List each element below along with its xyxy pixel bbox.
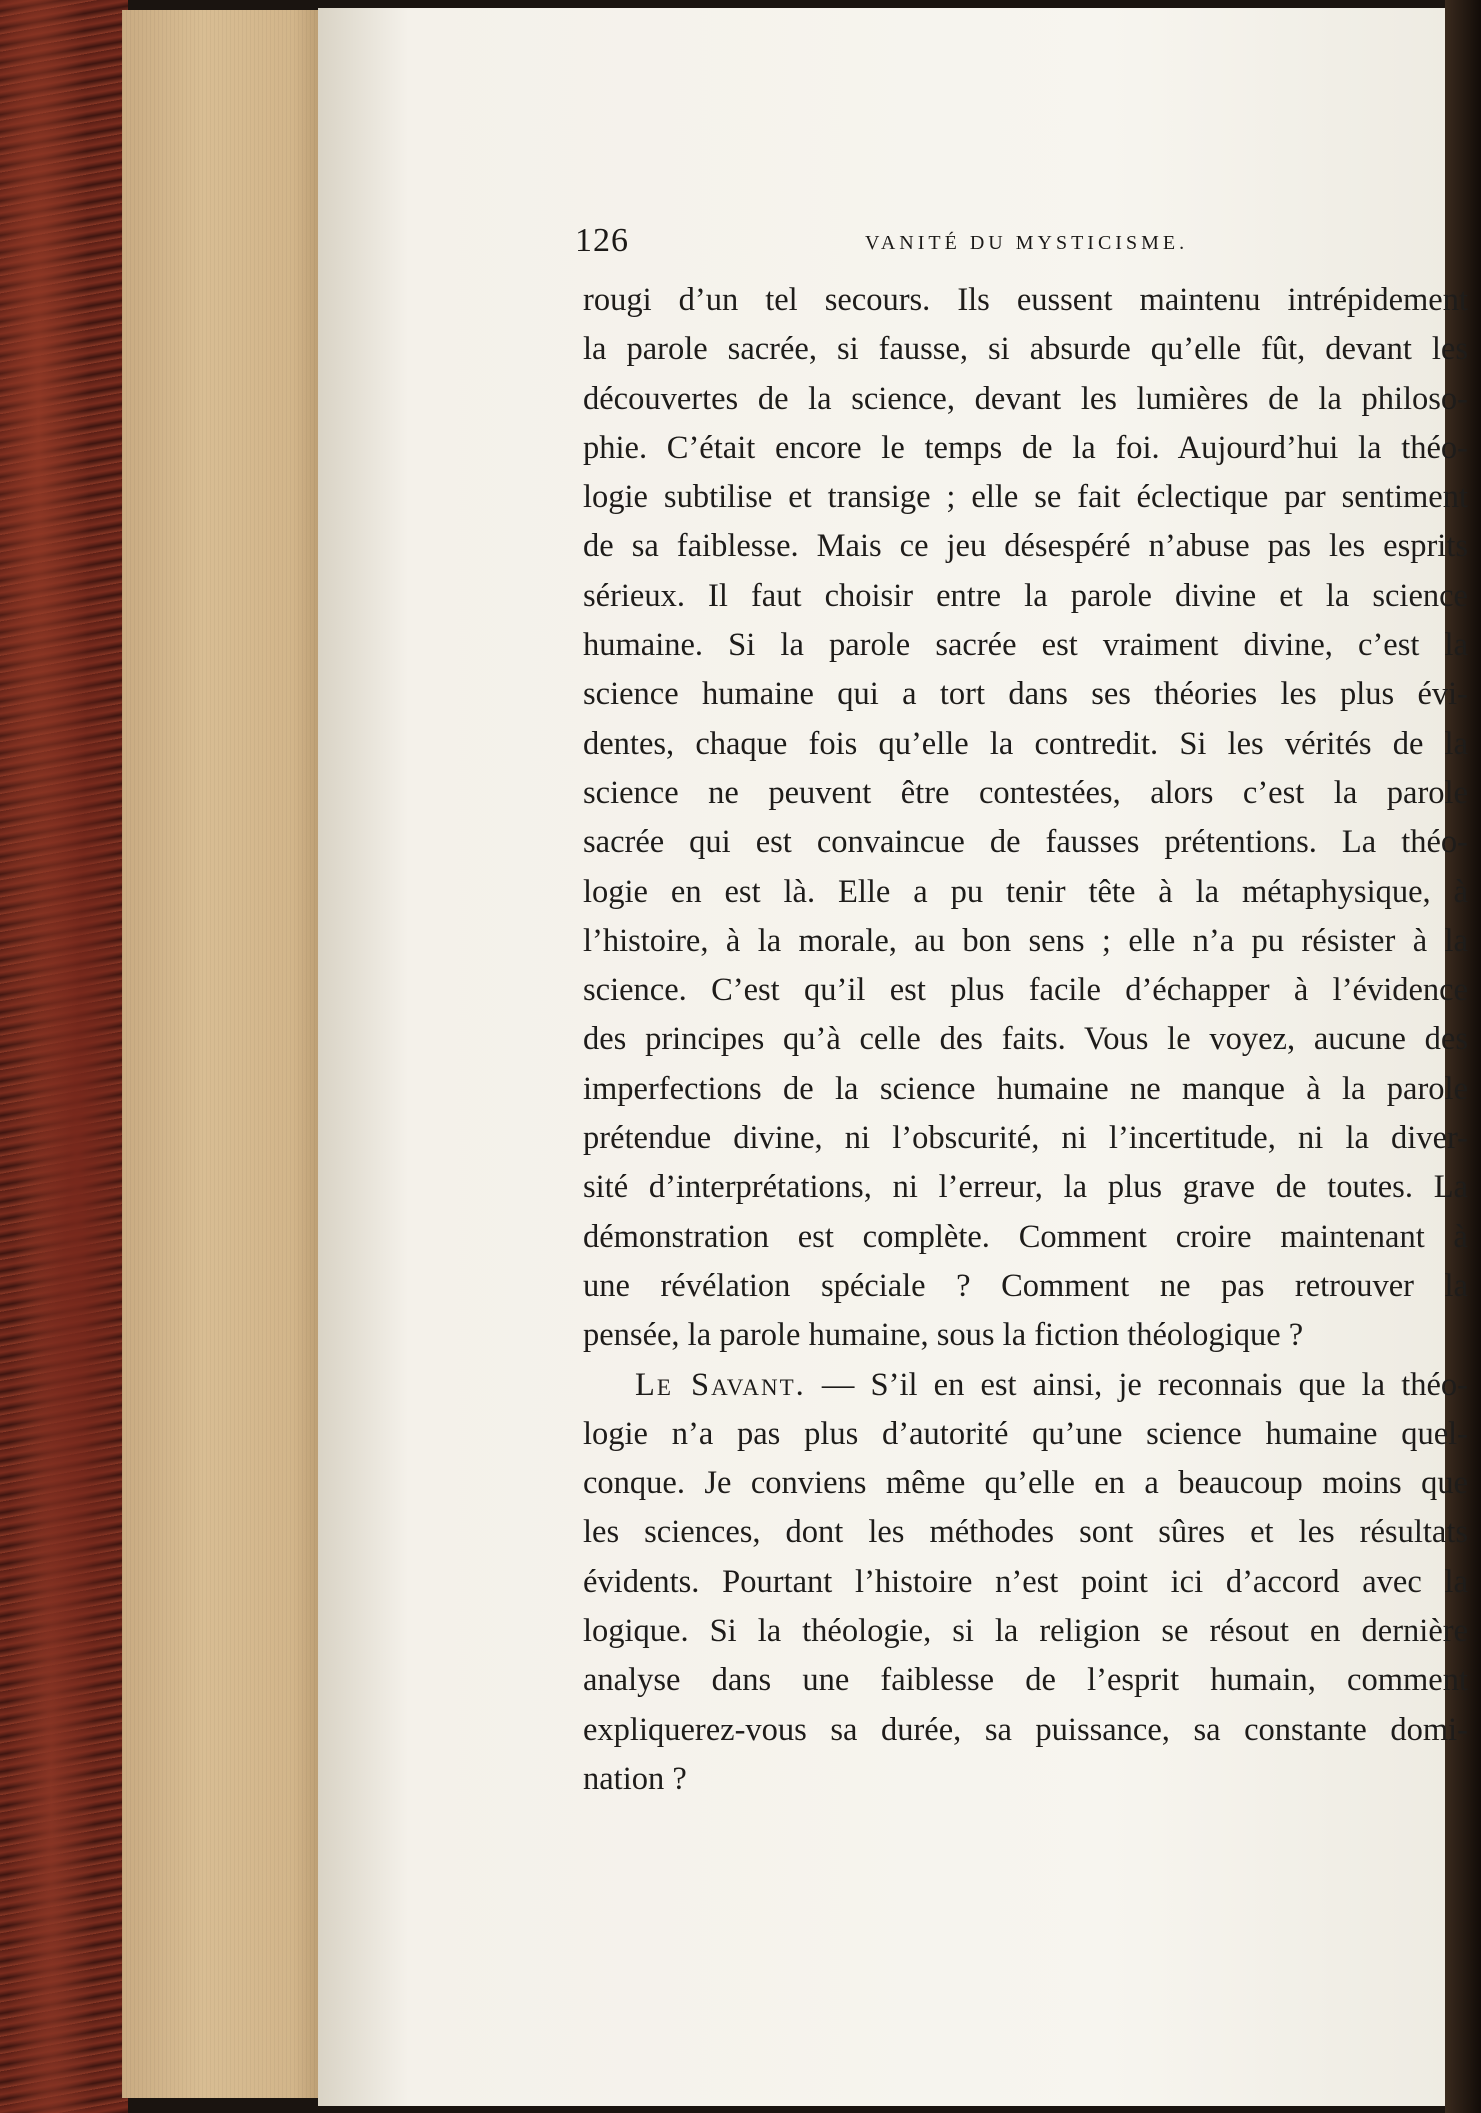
text-line: logie subtilise et transige ; elle se fait éclectique par sentiment bbox=[583, 479, 1468, 516]
page-number: 126 bbox=[575, 222, 629, 259]
body-text bbox=[583, 276, 1468, 1804]
text-line: phie. C’était encore le temps de la foi. Aujourd’hui la théo- bbox=[583, 429, 1468, 466]
text-line: pensée, la parole humaine, sous la fiction théologique ? bbox=[583, 1317, 1304, 1354]
text-line: humaine. Si la parole sacrée est vraiment divine, c’est la bbox=[583, 627, 1468, 664]
page-edges bbox=[122, 10, 324, 2098]
text-line: science. C’est qu’il est plus facile d’échapper à l’évidence bbox=[583, 972, 1468, 1009]
text-line: prétendue divine, ni l’obscurité, ni l’incertitude, ni la diver- bbox=[583, 1120, 1468, 1157]
text-line: conque. Je conviens même qu’elle en a beaucoup moins que bbox=[583, 1465, 1468, 1502]
text-line: analyse dans une faiblesse de l’esprit humain, comment bbox=[583, 1662, 1468, 1699]
text-line: sacrée qui est convaincue de fausses prétentions. La théo- bbox=[583, 824, 1468, 861]
text-line: sité d’interprétations, ni l’erreur, la plus grave de toutes. La bbox=[583, 1169, 1468, 1206]
text-line: expliquerez-vous sa durée, sa puissance, sa constante domi- bbox=[583, 1711, 1468, 1748]
text-line: l’histoire, à la morale, au bon sens ; elle n’a pu résister à la bbox=[583, 922, 1468, 959]
text-line: de sa faiblesse. Mais ce jeu désespéré n’abuse pas les esprits bbox=[583, 528, 1468, 565]
text-line: logie n’a pas plus d’autorité qu’une science humaine quel- bbox=[583, 1415, 1468, 1452]
text-line: évidents. Pourtant l’histoire n’est point ici d’accord avec la bbox=[583, 1563, 1468, 1600]
text-line: imperfections de la science humaine ne manque à la parole bbox=[583, 1070, 1468, 1107]
speaker-name: Le Savant. bbox=[635, 1366, 806, 1403]
text-line: rougi d’un tel secours. Ils eussent maintenu intrépidement bbox=[583, 282, 1468, 318]
text-line: science ne peuvent être contestées, alors c’est la parole bbox=[583, 774, 1468, 811]
text-line: des principes qu’à celle des faits. Vous le voyez, aucune des bbox=[583, 1021, 1468, 1058]
text-line: les sciences, dont les méthodes sont sûres et les résultats bbox=[583, 1514, 1468, 1551]
book-cover-marbled bbox=[0, 0, 128, 2113]
running-head: VANITÉ DU MYSTICISME. bbox=[865, 232, 1189, 254]
text-line: logique. Si la théologie, si la religion se résout en dernière bbox=[583, 1613, 1468, 1650]
text-line: une révélation spéciale ? Comment ne pas retrouver la bbox=[583, 1267, 1468, 1304]
text-line bbox=[583, 1361, 1468, 1410]
text-line: sérieux. Il faut choisir entre la parole divine et la science bbox=[583, 577, 1468, 614]
text-line: science humaine qui a tort dans ses théories les plus évi- bbox=[583, 676, 1468, 713]
text-line: nation ? bbox=[583, 1760, 687, 1797]
text-line-rest: — S’il en est ainsi, je reconnais que la théo- bbox=[805, 1366, 1468, 1403]
text-line: démonstration est complète. Comment croire maintenant à bbox=[583, 1218, 1468, 1255]
text-line: la parole sacrée, si fausse, si absurde qu’elle fût, devant les bbox=[583, 331, 1468, 368]
text-line: dentes, chaque fois qu’elle la contredit. Si les vérités de la bbox=[583, 725, 1468, 762]
text-line: logie en est là. Elle a pu tenir tête à la métaphysique, à bbox=[583, 873, 1468, 910]
text-line: découvertes de la science, devant les lumières de la philoso- bbox=[583, 380, 1468, 417]
